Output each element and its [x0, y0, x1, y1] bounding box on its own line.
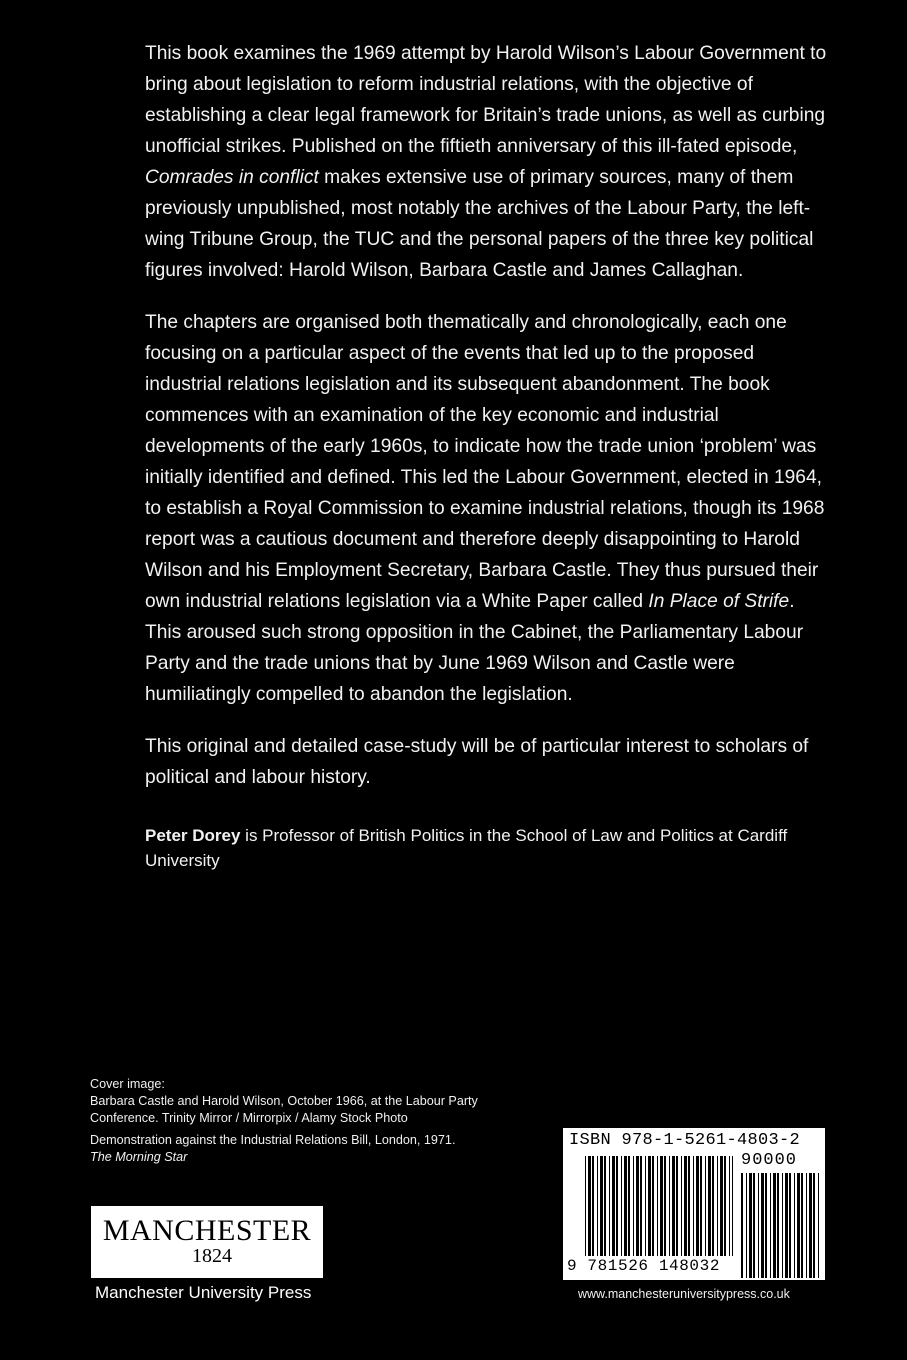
- publisher-website: www.manchesteruniversitypress.co.uk: [578, 1287, 790, 1301]
- isbn-text: ISBN 978-1-5261-4803-2: [569, 1131, 801, 1150]
- publisher-logo: [91, 1206, 323, 1278]
- barcode-box: [563, 1128, 825, 1280]
- credits-line-2-text: Demonstration against the Industrial Relations Bill, London, 1971.: [90, 1133, 456, 1147]
- credits-line-1: Barbara Castle and Harold Wilson, October 1966, at the Labour Party Conference. Trinity Mirror / Mirrorpix / Alamy Stock Photo: [90, 1094, 478, 1125]
- logo-name: MANCHESTER: [102, 1214, 312, 1247]
- credits-line-2: [90, 1132, 490, 1166]
- back-cover-blurb: [145, 38, 835, 894]
- white-paper-title-italic: In Place of Strife: [648, 591, 790, 612]
- cover-image-credits: [90, 1076, 490, 1171]
- blurb-paragraph-3: This original and detailed case-study will be of particular interest to scholars of political and labour history.: [145, 736, 809, 788]
- ean-digits: 9 781526 148032: [567, 1257, 721, 1275]
- author-bio-text: is Professor of British Politics in the School of Law and Politics at Cardiff University: [145, 826, 788, 870]
- blurb-p1-text-a: This book examines the 1969 attempt by Harold Wilson’s Labour Government to bring about legislation to reform industrial relations, with the objective of establishing a clear legal framework for Britain’s trade unions, as well as curbing unofficial strikes. Published on the fiftieth anniversary of this ill-fated episode,: [145, 43, 827, 157]
- credits-heading: Cover image:: [90, 1077, 165, 1091]
- blurb-p1-text-b: makes extensive use of primary sources, many of them previously unpublished, most notably the archives of the Labour Party, the left-wing Tribune Group, the TUC and the personal papers of the three key political figures involved: Harold Wilson, Barbara Castle and James Callaghan.: [145, 167, 814, 281]
- blurb-paragraph-2: [145, 307, 835, 710]
- credits-line-2-source: The Morning Star: [90, 1150, 188, 1164]
- book-title-italic: Comrades in conflict: [145, 167, 319, 188]
- blurb-p2-text-b: . This aroused such strong opposition in the Cabinet, the Parliamentary Labour Party and the trade unions that by June 1969 Wilson and Castle were humiliatingly compelled to abandon the legislation.: [145, 591, 804, 705]
- addon-text: 90000: [741, 1151, 798, 1170]
- press-name: Manchester University Press: [95, 1283, 312, 1302]
- author-name: Peter Dorey: [145, 826, 241, 845]
- logo-year: 1824: [192, 1245, 232, 1267]
- author-bio: [145, 823, 835, 873]
- blurb-paragraph-1: [145, 38, 835, 286]
- blurb-p2-text-a: The chapters are organised both thematically and chronologically, each one focusing on a particular aspect of the events that led up to the proposed industrial relations legislation and its subsequent abandonment. The book commences with an examination of the key economic and industrial developments of the early 1960s, to indicate how the trade union ‘problem’ was initially identified and defined. This led the Labour Government, elected in 1964, to establish a Royal Commission to examine industrial relations, though its 1968 report was a cautious document and therefore deeply disappointing to Harold Wilson and his Employment Secretary, Barbara Castle. They thus pursued their own industrial relations legislation via a White Paper called: [145, 312, 825, 612]
